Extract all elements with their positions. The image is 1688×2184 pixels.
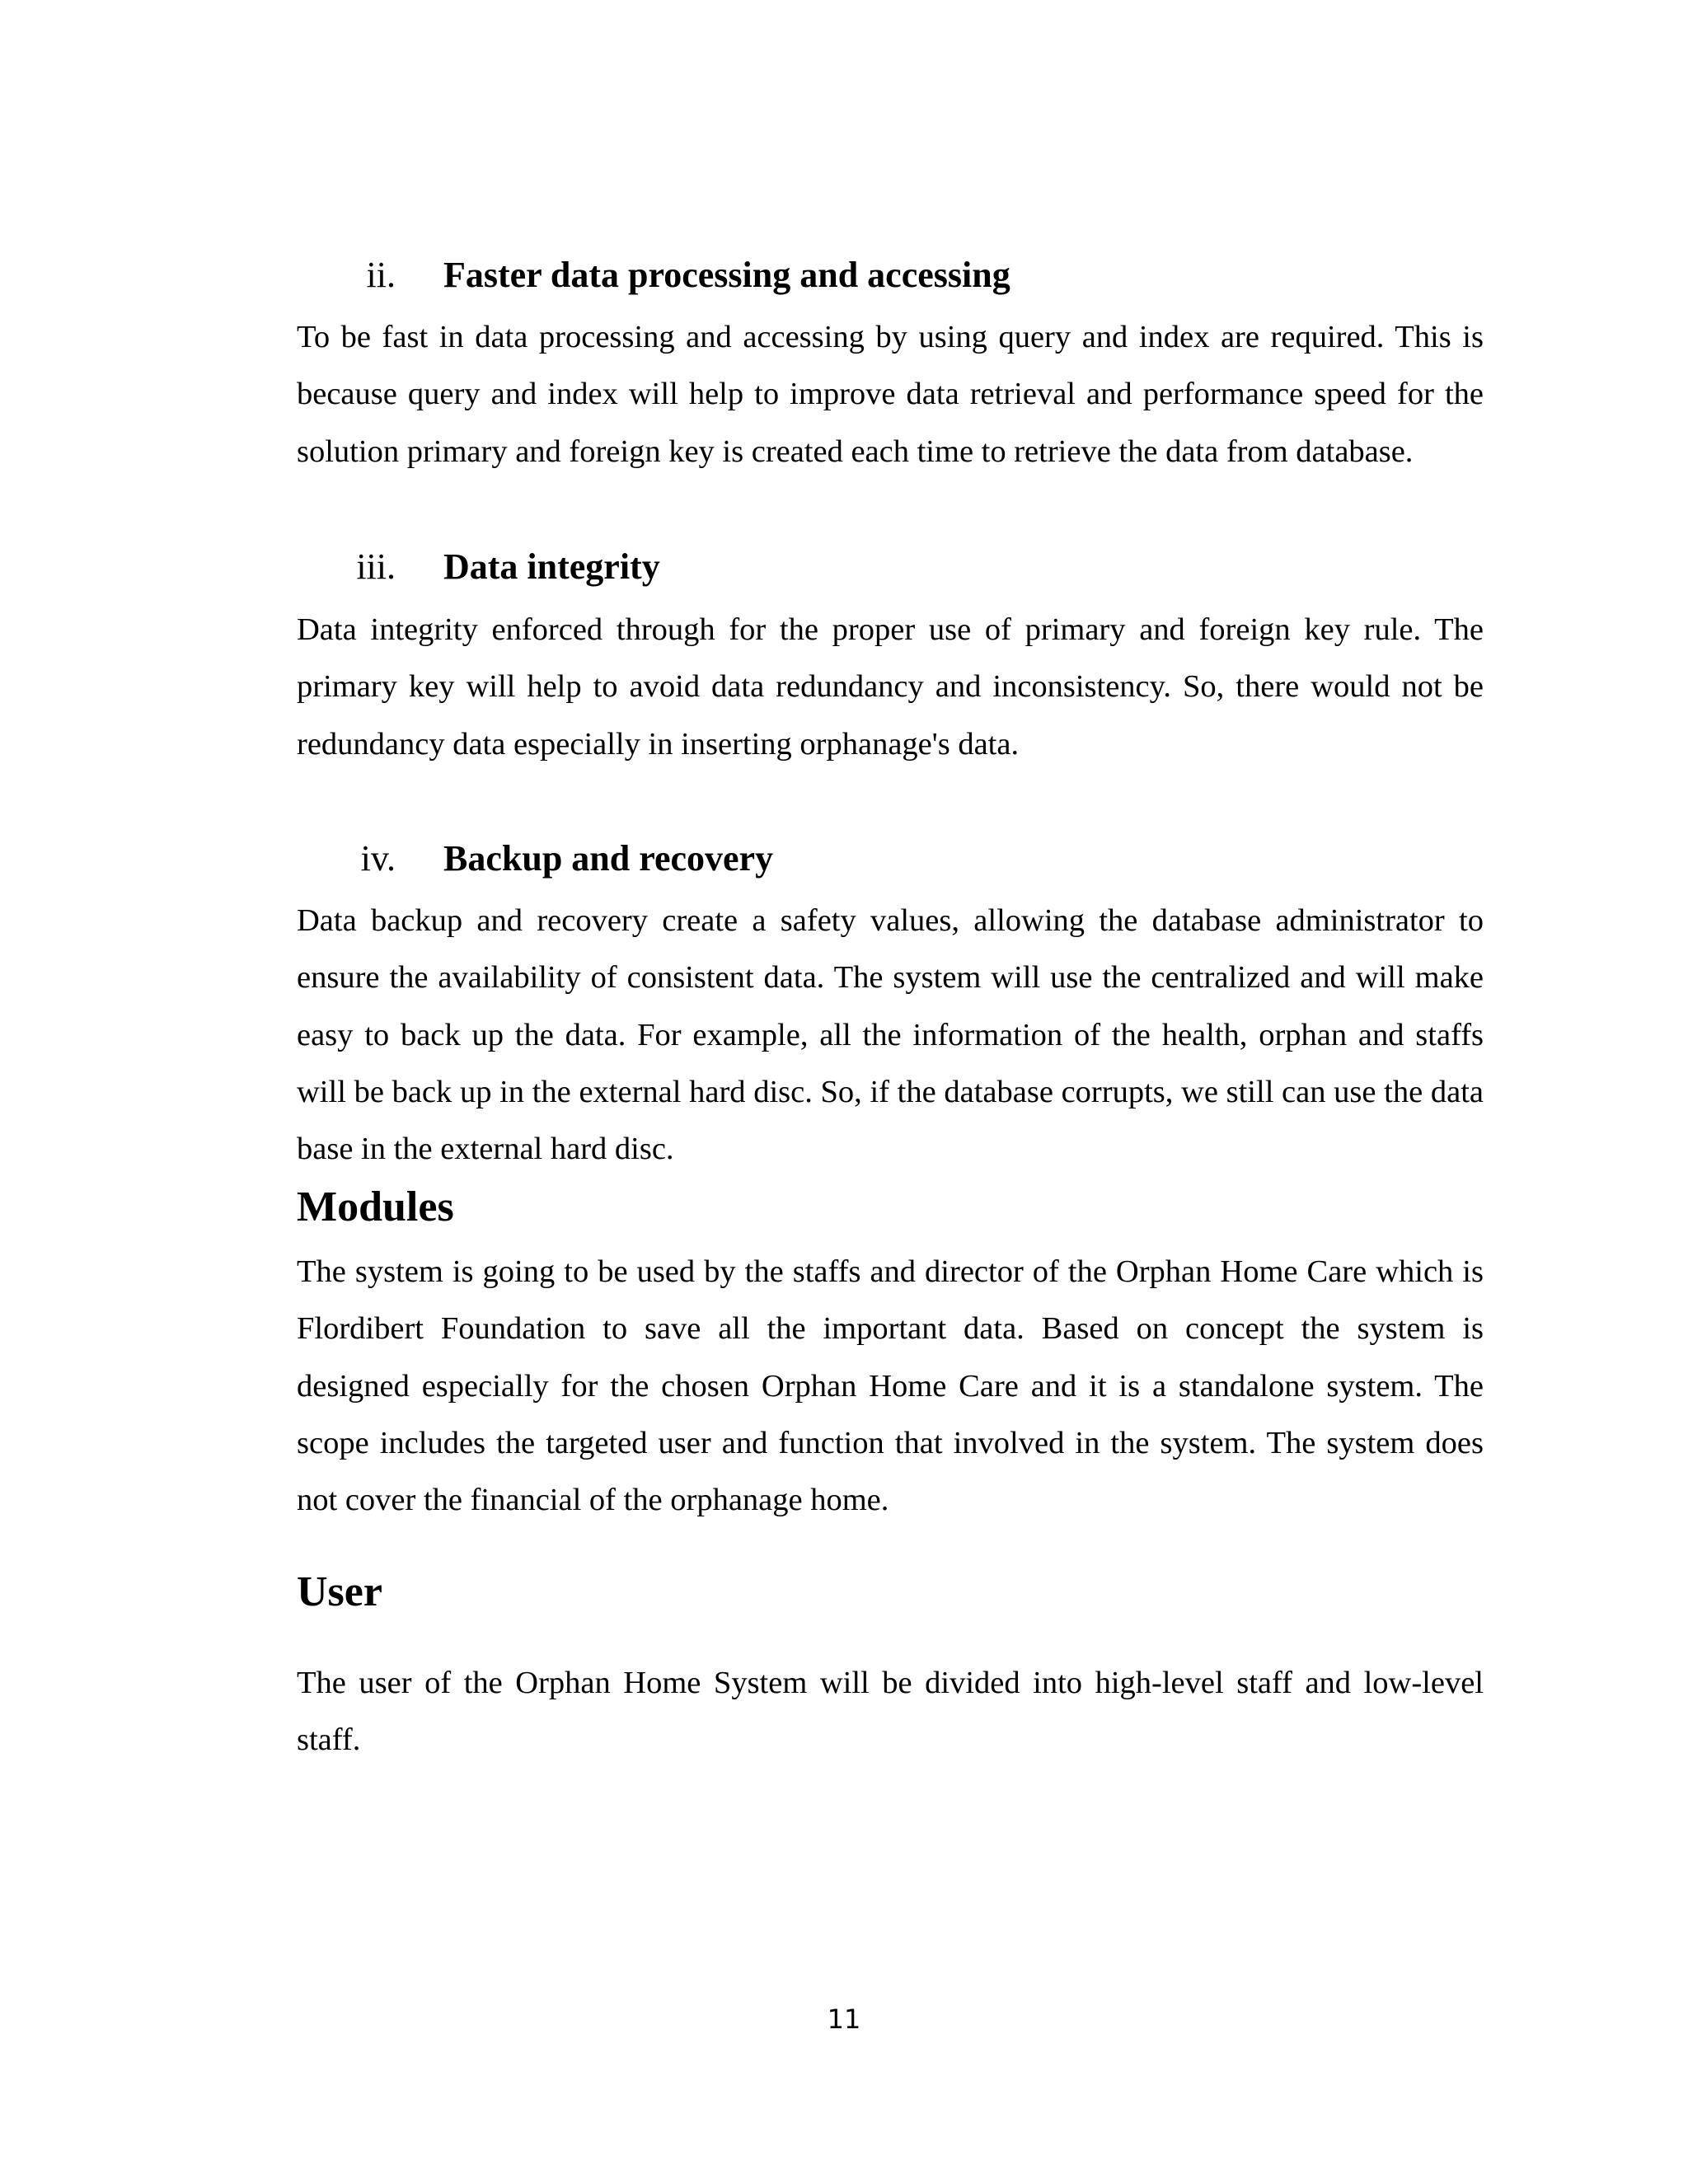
subsection-heading-backup-and-recovery bbox=[0, 834, 1688, 883]
subsection-heading-data-integrity bbox=[0, 542, 1688, 592]
section-heading-modules: Modules bbox=[297, 1183, 454, 1230]
paragraph-backup-and-recovery: Data backup and recovery create a safety values, allowing the database administrator to ensure the availability of consistent data. The system will use the centralized and will make easy to back up the data. For example, all the information of the health, orphan and staffs will be back up in the external hard disc. So, if the database corrupts, we still can use the data base in the external hard disc. bbox=[297, 903, 1484, 1167]
page-number: 11 bbox=[827, 2004, 861, 2035]
subsection-title: Backup and recovery bbox=[443, 838, 774, 879]
subsection-title: Data integrity bbox=[443, 546, 660, 587]
subsection-numeral: ii. bbox=[366, 255, 396, 295]
paragraph-faster-data-processing: To be fast in data processing and accessing by using query and index are required. This is because query and index will help to improve data retrieval and performance speed for the solution primary and foreign key is created each time to retrieve the data from database. bbox=[297, 320, 1484, 469]
subsection-numeral: iii. bbox=[356, 546, 396, 587]
subsection-title: Faster data processing and accessing bbox=[443, 255, 1010, 295]
paragraph-modules: The system is going to be used by the staffs and director of the Orphan Home Care which is Flordibert Foundation to save all the important data. Based on concept the system is designed especially for the chosen Orphan Home Care and it is a standalone system. The scope includes the targeted user and function that involved in the system. The system does not cover the financial of the orphanage home. bbox=[297, 1254, 1484, 1518]
paragraph-data-integrity: Data integrity enforced through for the proper use of primary and foreign key rule. The primary key will help to avoid data redundancy and inconsistency. So, there would not be redundancy data especially in inserting orphanage's data. bbox=[297, 612, 1484, 762]
subsection-numeral: iv. bbox=[360, 838, 396, 879]
paragraph-user: The user of the Orphan Home System will be divided into high-level staff and low-level staff. bbox=[297, 1666, 1484, 1758]
subsection-heading-faster-data-processing bbox=[0, 251, 1688, 300]
section-heading-user: User bbox=[297, 1568, 382, 1615]
